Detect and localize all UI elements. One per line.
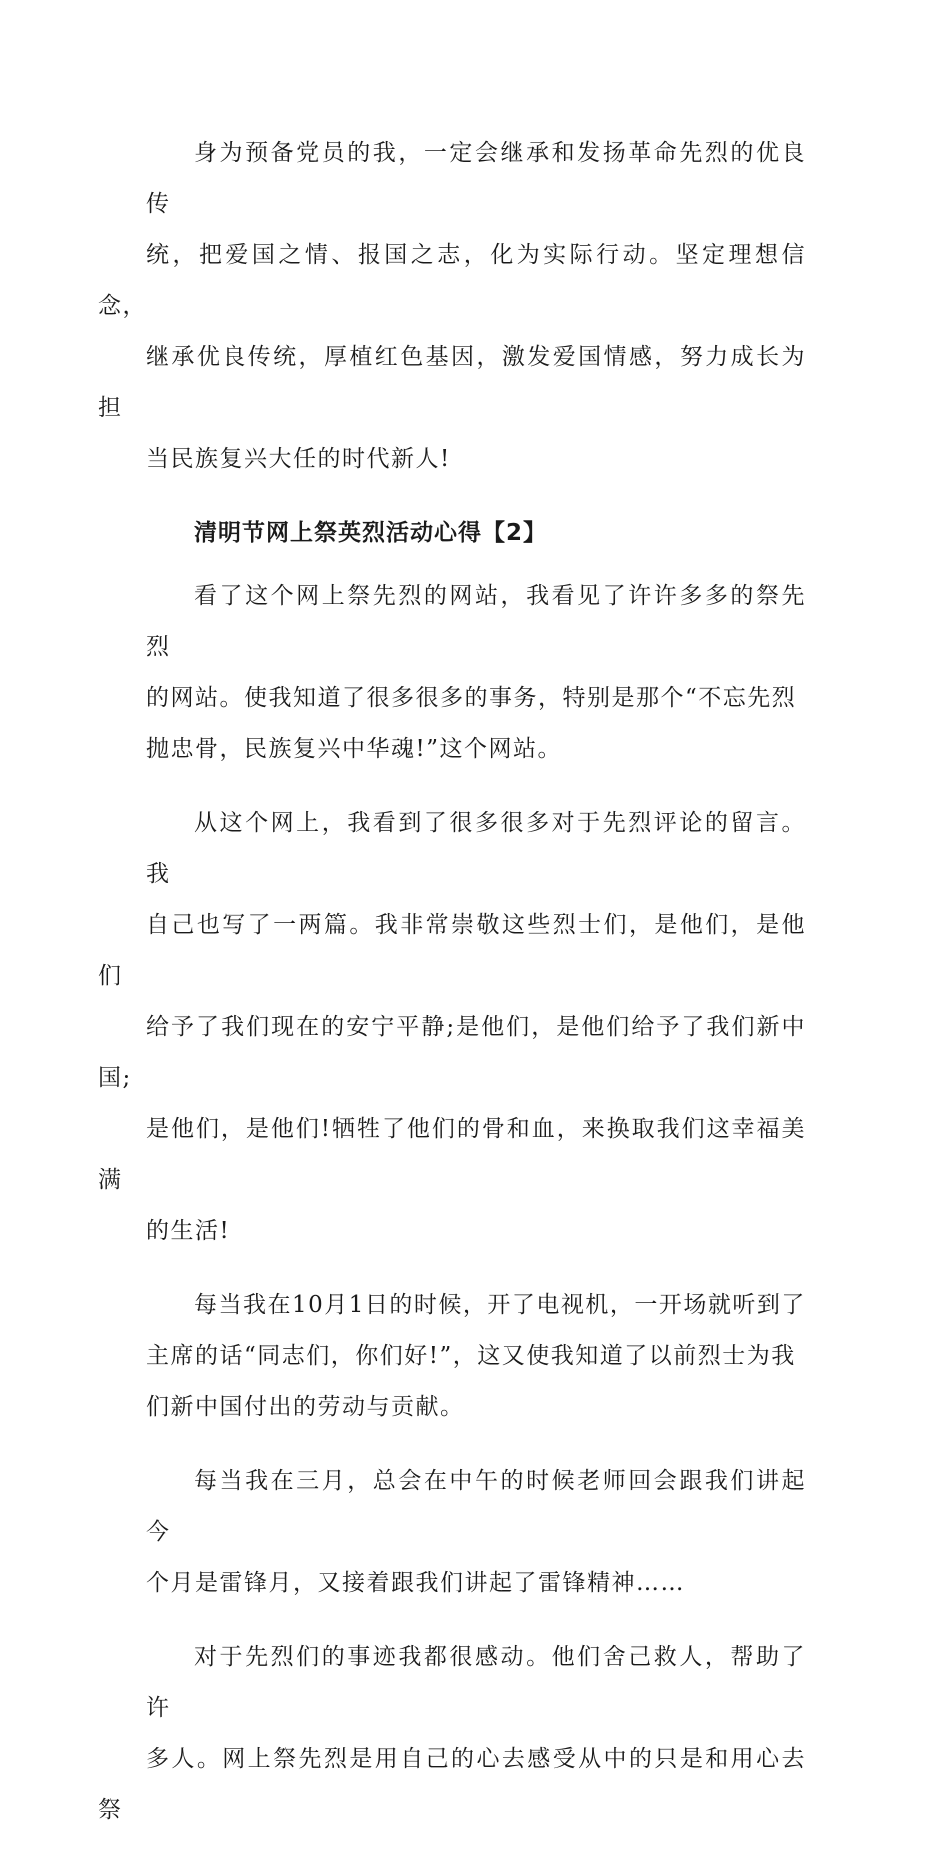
- text-line: 对于先烈们的事迹我都很感动。他们舍己救人，帮助了许: [146, 1644, 806, 1721]
- text-line: 抛忠骨，民族复兴中华魂!”这个网站。: [146, 736, 563, 762]
- text-line: 从这个网上，我看到了很多很多对于先烈评论的留言。我: [146, 810, 806, 887]
- text-line: 统，把爱国之情、报国之志，化为实际行动。坚定理想信念，: [98, 242, 806, 319]
- text-line: 每当我在10月1日的时候，开了电视机，一开场就听到了: [194, 1292, 806, 1318]
- text-line: 的生活!: [146, 1218, 231, 1244]
- text-line: 个月是雷锋月，又接着跟我们讲起了雷锋精神……: [146, 1570, 685, 1596]
- paragraph-leifeng: [146, 1456, 806, 1609]
- text-line: 身为预备党员的我，一定会继承和发扬革命先烈的优良传: [146, 140, 806, 217]
- text-line: 多人。网上祭先烈是用自己的心去感受从中的只是和用心去祭: [98, 1746, 806, 1823]
- text-line: 继承优良传统，厚植红色基因，激发爱国情感，努力成长为担: [98, 344, 806, 421]
- paragraph-comments: [98, 798, 806, 1257]
- paragraph-website: [146, 571, 806, 775]
- text-line: 当民族复兴大任的时代新人!: [146, 446, 451, 472]
- text-line: 给予了我们现在的安宁平静;是他们，是他们给予了我们新中国;: [98, 1014, 806, 1091]
- document-body: [98, 128, 806, 1859]
- text-line: 每当我在三月，总会在中午的时候老师回会跟我们讲起今: [146, 1468, 806, 1545]
- paragraph-commitment: [98, 128, 806, 485]
- paragraph-national-day: [146, 1280, 806, 1433]
- text-line: 的网站。使我知道了很多很多的事务，特别是那个“不忘先烈: [146, 685, 797, 711]
- text-line: 看了这个网上祭先烈的网站，我看见了许许多多的祭先烈: [146, 583, 806, 660]
- text-line: 们新中国付出的劳动与贡献。: [146, 1394, 465, 1420]
- section-heading: 清明节网上祭英烈活动心得【2】: [194, 520, 548, 546]
- text-line: 自己也写了一两篇。我非常崇敬这些烈士们，是他们，是他们: [98, 912, 806, 989]
- text-line: 是他们，是他们!牺牲了他们的骨和血，来换取我们这幸福美满: [98, 1116, 806, 1193]
- paragraph-moved: [98, 1632, 806, 1836]
- text-line: 主席的话“同志们，你们好!”，这又使我知道了以前烈士为我: [146, 1343, 796, 1369]
